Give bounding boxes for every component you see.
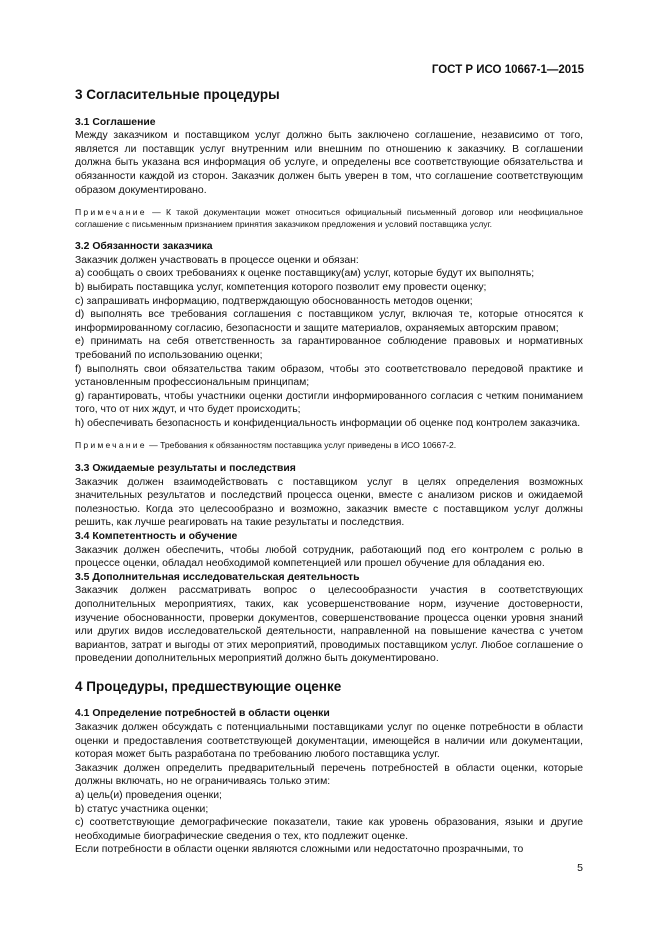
document-header: ГОСТ Р ИСО 10667-1—2015 (431, 64, 584, 76)
list-item: h) обеспечивать безопасность и конфиденциальность информации об оценке под контролем заказчика. (75, 417, 581, 429)
list-item: g) гарантировать, чтобы участники оценки достигли информированного согласия с четким пониманием того, что от них ждут, и что будет происходить; (75, 390, 583, 416)
note-2 (75, 440, 583, 452)
section-4-1-p2: Заказчик должен определить предварительный перечень потребностей в области оценки, которые должны включать, но не ограничиваясь только этим: (75, 762, 583, 788)
page-content (75, 88, 583, 857)
list-item: b) выбирать поставщика услуг, компетенция которого позволит ему провести оценку; (75, 281, 487, 293)
list-item: f) выполнять свои обязательства таким образом, чтобы это соответствовало передовой практике и установленным профессиональным принципам; (75, 363, 583, 389)
note-2-text: — Требования к обязанностям поставщика услуг приведены в ИСО 10667-2. (146, 440, 457, 451)
section-3-4-text: Заказчик должен обеспечить, чтобы любой сотрудник, работающий под его контролем с ролью в процессе оценки, обладал необходимой компетенцией или прошел обучение для обладания ею. (75, 544, 583, 570)
note-2-label: Примечание (75, 440, 147, 451)
section-4-1-title: 4.1 Определение потребностей в области оценки (75, 708, 330, 720)
section-3-title: 3 Согласительные процедуры (75, 87, 280, 102)
list-item: а) сообщать о своих требованиях к оценке поставщику(ам) услуг, которые будут их выполнять; (75, 268, 535, 280)
section-4-title: 4 Процедуры, предшествующие оценке (75, 678, 342, 694)
section-3-5-text: Заказчик должен рассматривать вопрос о целесообразности участия в соответствующих дополнительных мероприятиях, таких, как усовершенствование норм, изучение достоверности, изучение обоснованности, проверки документов, совершенствование процесса оценки уровня знаний или других видов исследовательской деятельности, направленной на повышение качества с учетом вариантов, затрат и выгоды от этих мероприятий, проводимых поставщиком услуг. Любое соглашение о проведении дополнительных мероприятий должно быть документировано. (75, 585, 583, 665)
note-1-label: Примечание (75, 207, 147, 218)
page-number: 5 (577, 862, 583, 874)
list-item: c) соответствующие демографические показатели, такие как уровень образования, языки и другие необходимые биографические сведения о тех, кто подлежит оценке. (75, 817, 583, 842)
section-3-5-title: 3.5 Дополнительная исследовательская деятельность (75, 571, 360, 583)
section-4-1-p1: Заказчик должен обсуждать с потенциальными поставщиками услуг по оценке потребности в области оценки и предоставления соответствующей документации, имеющейся в наличии или документации, которая может быть разработана по требованию любого поставщика услуг. (75, 722, 583, 761)
list-item: d) выполнять все требования соглашения с поставщиком услуг, включая те, которые относятся к информированному согласию, безопасности и защите материалов, охраняемых авторским правом; (75, 309, 583, 334)
section-3-1-title: 3.1 Соглашение (75, 116, 156, 128)
section-4-1-p3: Если потребности в области оценки являются сложными или недостаточно прозрачными, то (75, 844, 524, 856)
section-3-3-text: Заказчик должен взаимодействовать с поставщиком услуг в целях определения возможных значительных результатов и последствий процесса оценки, вместе с анализом рисков и ожидаемой полезностью. Когда это целесообразно и возможно, заказчик вместе с поставщиком услуг должны решить, как лучше реагировать на такие результаты и последствия. (75, 476, 583, 529)
section-3-3-title: 3.3 Ожидаемые результаты и последствия (75, 462, 296, 474)
section-3-2-title: 3.2 Обязанности заказчика (75, 241, 213, 253)
note-1-text: — К такой документации может относиться официальный письменный договор или неофициальное соглашение с письменным признанием принятия заказчиком предложения и условий поставщика услуг. (75, 207, 583, 229)
section-3-1-text: Между заказчиком и поставщиком услуг должно быть заключено соглашение, независимо от того, является ли поставщик услуг внутренним или внешним по отношению к заказчику. В соглашении должна быть указана вся информация об услуге, и определены все соответствующие обязательства и обязанности каждой из сторон. Заказчик должен быть уверен в том, что соглашение соответствующим образом документировано. (75, 130, 583, 196)
section-3-4-title: 3.4 Компетентность и обучение (75, 530, 238, 542)
section-3-2-intro: Заказчик должен участвовать в процессе оценки и обязан: (75, 254, 359, 266)
list-item: b) статус участника оценки; (75, 803, 209, 815)
note-1 (75, 207, 583, 230)
list-item: e) принимать на себя ответственность за гарантированное соблюдение правовых и нормативных требований по использованию оценки; (75, 336, 583, 361)
list-item: а) цель(и) проведения оценки; (75, 790, 222, 802)
list-item: c) запрашивать информацию, подтверждающую обоснованность методов оценки; (75, 295, 473, 307)
